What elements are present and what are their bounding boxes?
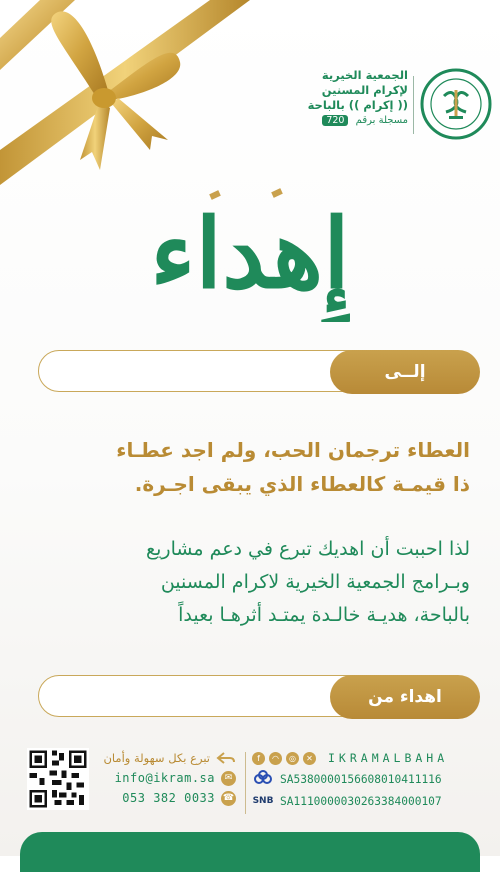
footer-divider [245, 752, 246, 814]
social-row [252, 748, 484, 768]
bottom-bar [20, 832, 480, 872]
iban-1[interactable]: SA5380000156608010411116 [280, 772, 442, 786]
iban-2[interactable]: SA1110000030263384000107 [280, 794, 442, 808]
x-icon[interactable]: ✕ [303, 752, 316, 765]
contact-info [96, 748, 236, 808]
footer [0, 742, 500, 832]
email-text[interactable]: info@ikram.sa [114, 771, 215, 785]
org-name [268, 68, 408, 126]
org-name-line2: لإكرام المسنين [321, 83, 408, 97]
from-field[interactable] [38, 675, 480, 719]
message-green-line: لذا احببت أن اهديك تبرع في دعم مشاريع [146, 538, 470, 560]
to-input[interactable] [54, 358, 328, 386]
message-green-line: بالباحة، هديـة خالـدة يمتـد أثرهـا بعيداً [178, 604, 470, 626]
facebook-icon[interactable]: f [252, 752, 265, 765]
bank-info [252, 748, 484, 812]
message-gold-line: ذا قيمـة كالعطاء الذي يبقى اجـرة. [134, 472, 470, 496]
snapchat-icon[interactable]: ◠ [269, 752, 282, 765]
iban-row-1 [252, 768, 484, 790]
instagram-icon[interactable]: ◎ [286, 752, 299, 765]
email-row[interactable] [96, 768, 236, 788]
title-calligraphy [150, 172, 350, 322]
org-logo [268, 62, 493, 154]
message-green-line: وبـرامج الجمعية الخيرية لاكرام المسنين [160, 571, 470, 593]
email-icon: ✉ [221, 771, 236, 786]
snb-label: SNB [252, 796, 274, 806]
logo-divider [413, 76, 414, 134]
message-green [30, 533, 470, 632]
phone-text[interactable]: 053 382 0033 [122, 791, 215, 805]
org-name-line3: (( إكرام )) بالباحة [307, 98, 408, 112]
registration [268, 115, 408, 126]
donate-text: تبرع بكل سهولة وأمان [103, 751, 210, 765]
donate-row [96, 748, 236, 768]
message-gold-line: العطاء ترجمان الحب، ولم اجد عطـاء [116, 438, 470, 462]
arrow-left-icon [216, 751, 236, 765]
bank-logo-icon [252, 770, 274, 788]
to-field[interactable] [38, 350, 480, 394]
qr-code-icon[interactable] [27, 748, 89, 810]
registration-number: 720 [322, 115, 348, 126]
phone-row[interactable] [96, 788, 236, 808]
social-handle[interactable]: IKRAMALBAHA [328, 751, 449, 765]
from-label: اهداء من [330, 675, 480, 719]
snb-logo [252, 792, 274, 810]
page-title: إِهداء [150, 197, 350, 310]
registration-label: مسجلة برقم [355, 115, 408, 126]
iban-row-2 [252, 790, 484, 812]
org-name-line1: الجمعية الخيرية [321, 68, 408, 82]
org-seal-icon [420, 68, 492, 140]
message-gold [30, 433, 470, 501]
to-label: إلــى [330, 350, 480, 394]
phone-icon: ☎ [221, 791, 236, 806]
from-input[interactable] [54, 683, 328, 711]
